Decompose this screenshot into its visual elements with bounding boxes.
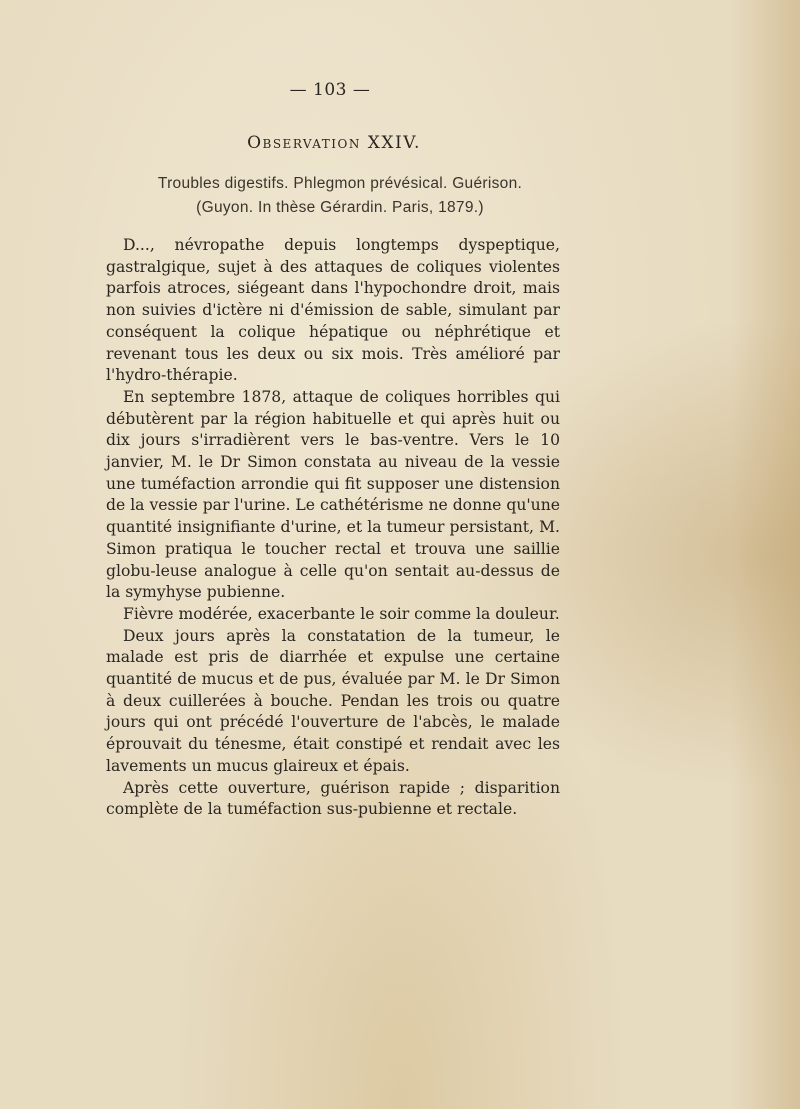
paragraph-5: Après cette ouverture, guérison rapide ; disparition complète de la tuméfaction sus-pubienne et rectale. (106, 778, 560, 819)
observation-heading: Observation XXIV. (247, 133, 421, 153)
observation-body (106, 235, 560, 821)
observation-source: (Guyon. In thèse Gérardin. Paris, 1879.) (196, 199, 484, 216)
observation-subtitle: Troubles digestifs. Phlegmon prévésical. Guérison. (157, 175, 523, 192)
paragraph-3: Fièvre modérée, exacerbante le soir comme la douleur. (123, 604, 560, 623)
paragraph-1: D..., névropathe depuis longtemps dyspeptique, gastralgique, sujet à des attaques de coliques violentes parfois atroces, siégeant dans l'hypochondre droit, mais non suivies d'ictère ni d'émission de sable, simulant par conséquent la colique hépatique ou néphrétique et revenant tous les deux ou six mois. Très amélioré par l'hydro-thérapie. (106, 236, 560, 385)
paragraph-4: Deux jours après la constatation de la tumeur, le malade est pris de diarrhée et expulse une certaine quantité de mucus et de pus, évaluée par M. le Dr Simon à deux cuillerées à bouche. Pendan les trois ou quatre jours qui ont précédé l'ouverture de l'abcès, le malade éprouvait du ténesme, était constipé et rendait avec les lavements un mucus glaireux et épais. (106, 626, 560, 775)
paragraph-2: En septembre 1878, attaque de coliques horribles qui débutèrent par la région habituelle et qui après huit ou dix jours s'irradièrent vers le bas-ventre. Vers le 10 janvier, M. le Dr Simon constata au niveau de la vessie une tuméfaction arrondie qui fit supposer une distension de la vessie par l'urine. Le cathétérisme ne donne qu'une quantité insignifiante d'urine, et la tumeur persistant, M. Simon pratiqua le toucher rectal et trouva une saillie globu-leuse analogue à celle qu'on sentait au-dessus de la symyhyse pubienne. (106, 387, 560, 602)
page-number: — 103 — (289, 80, 371, 100)
